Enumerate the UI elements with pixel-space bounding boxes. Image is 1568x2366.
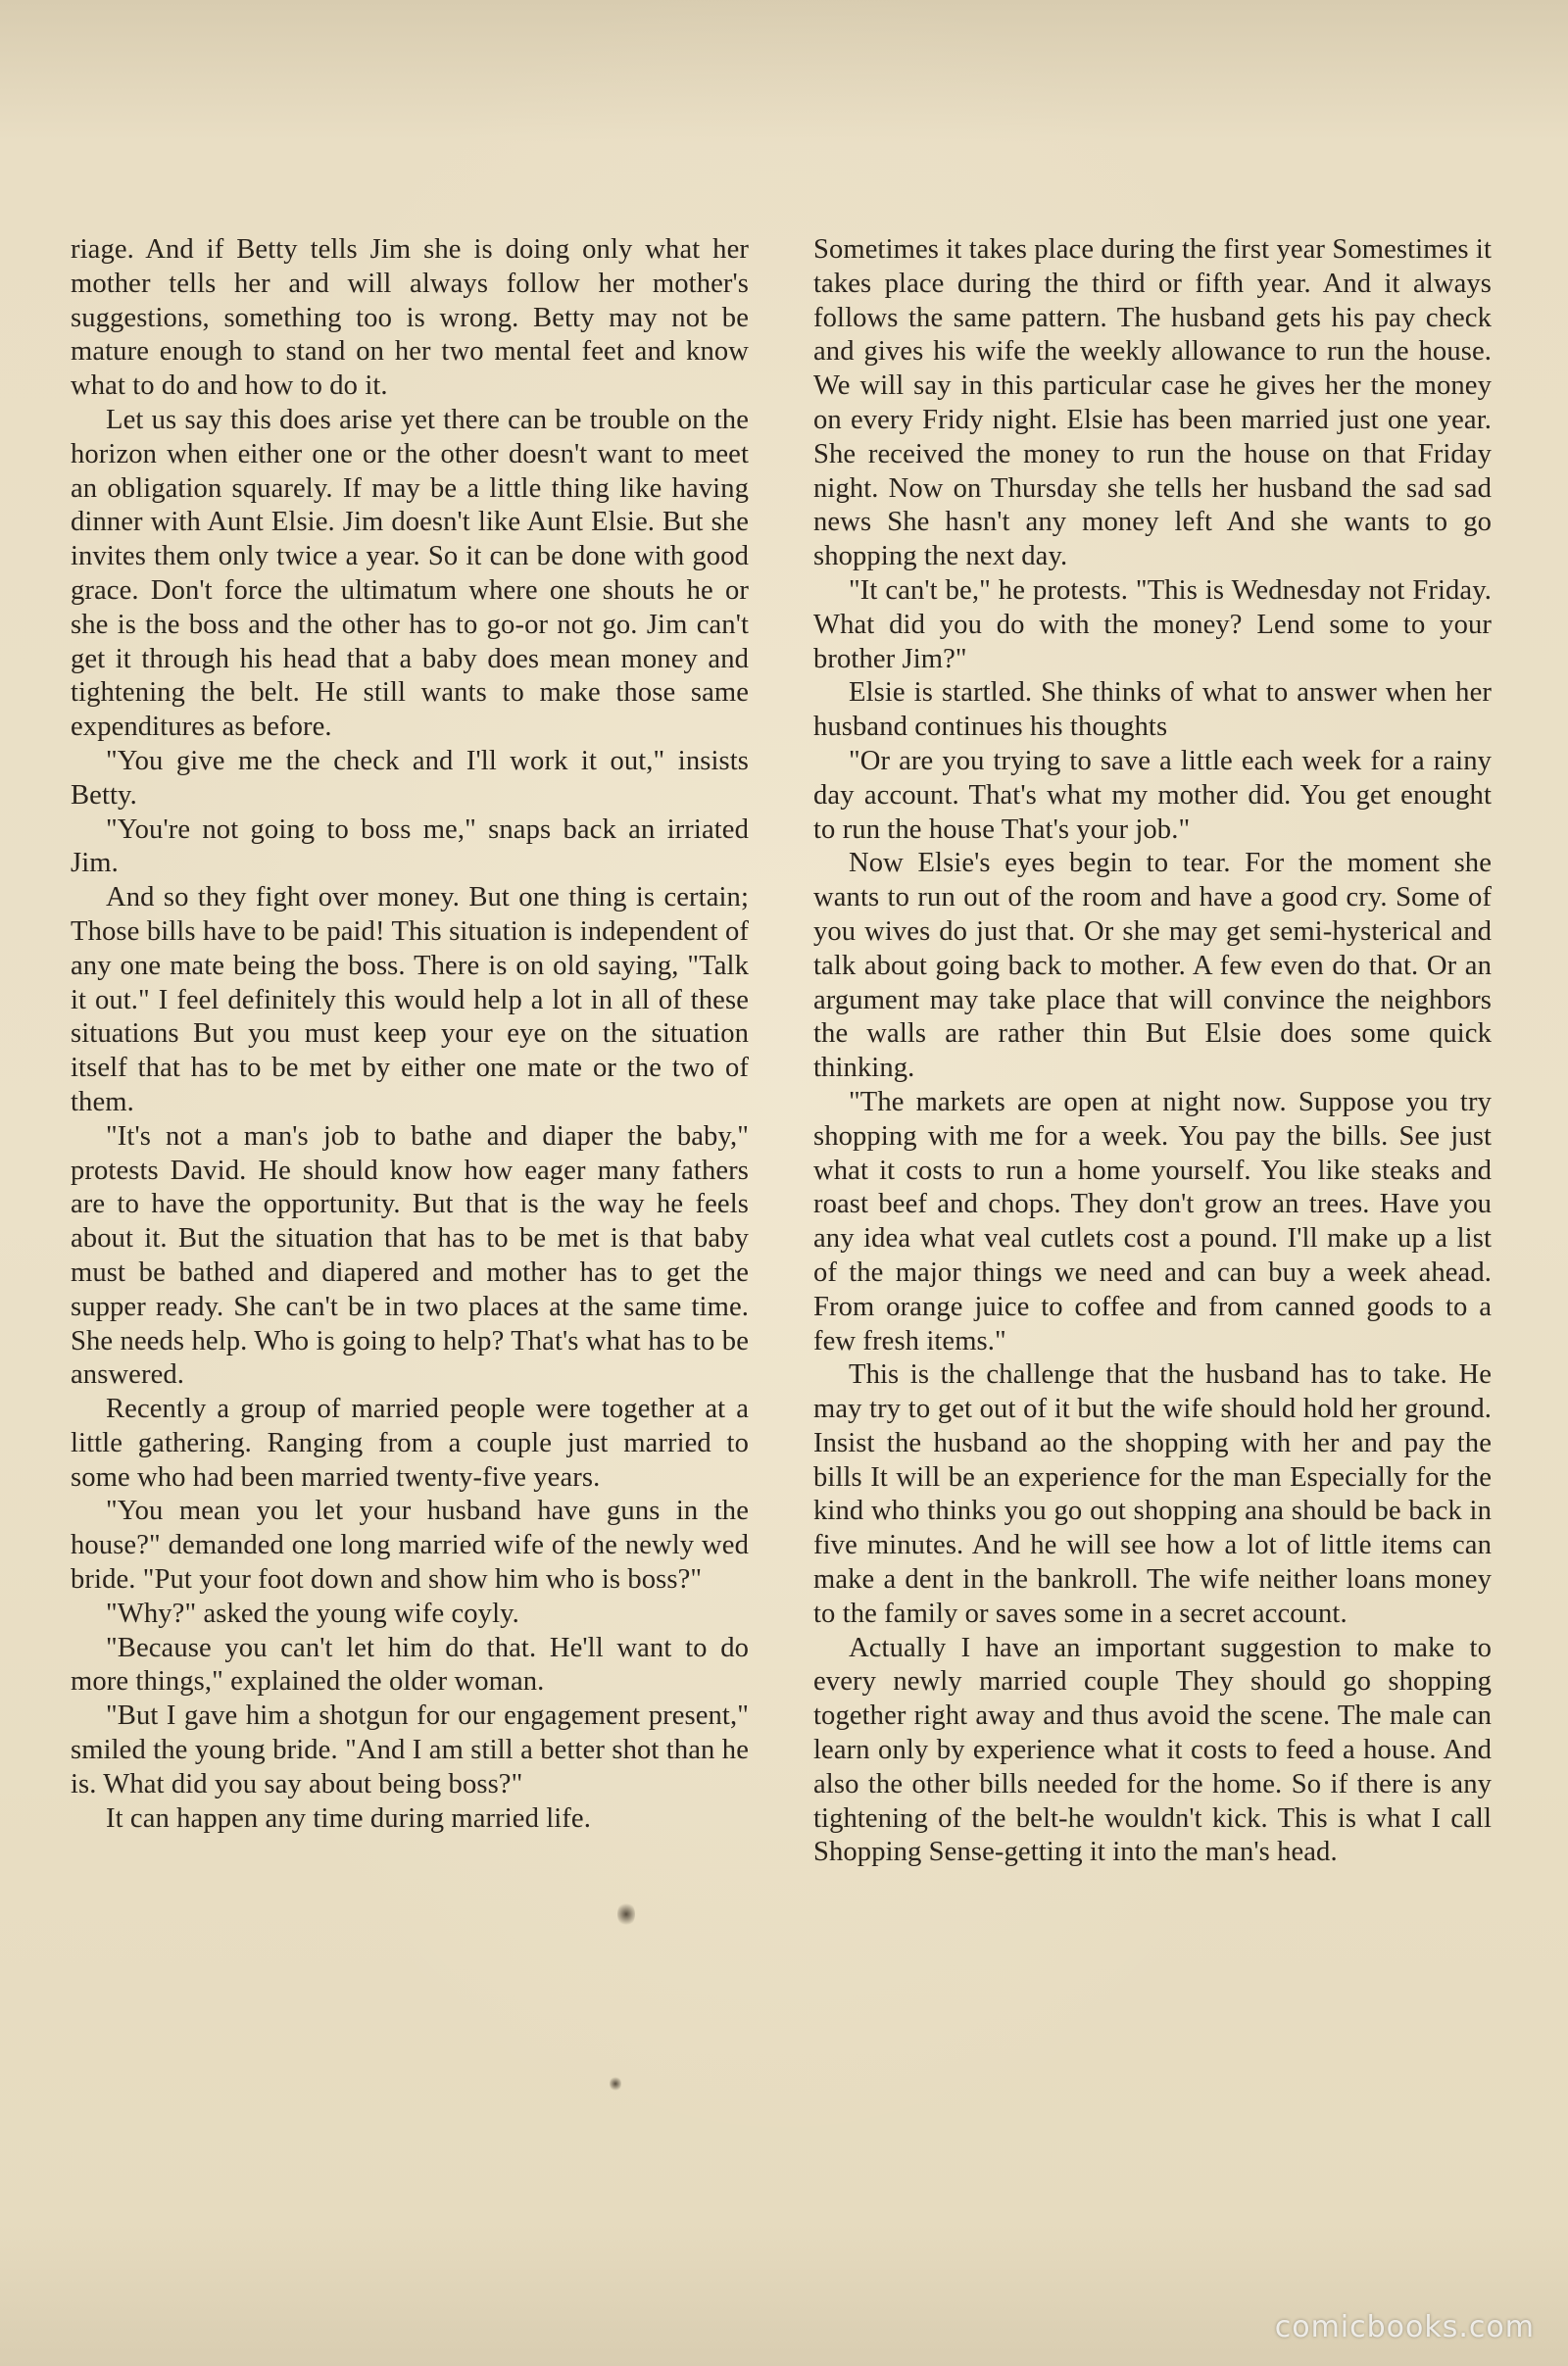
paragraph: Now Elsie's eyes begin to tear. For the moment she wants to run out of the room and have a good cry. Some of you wives do just that. Or she may get semi-hysterical and talk about going back to mother. A few even do that. Or an argument may take place that will convince the neighbors the walls are rather thin But Elsie does some quick thinking. [813,848,1492,1084]
watermark: comicbooks.com [1274,2310,1535,2344]
paragraph: "It's not a man's job to bathe and diaper the baby," protests David. He should know how eager many fathers are to have the opportunity. But that is the way he feels about it. But the situation that has to be met is that baby must be bathed and diapered and mother has to get the supper ready. She can't be in two places at the same time. She needs help. Who is going to help? That's what has to be answered. [71,1120,749,1391]
paragraph: Sometimes it takes place during the first year Somestimes it takes place during the third or fifth year. And it always follows the same pattern. The husband gets his pay check and gives his wife the weekly allowance to run the house. We will say in this particular case he gives her the money on every Fridy night. Elsie has been married just one year. She received the money to run the house on that Friday night. Now on Thursday she tells her husband the sad sad news She hasn't any money left And she wants to go shopping the next day. [813,234,1492,572]
ink-smudge [610,2076,621,2092]
paragraph: "Or are you trying to save a little each week for a rainy day account. That's what my mother did. You get enought to run the house That's your job." [813,745,1492,845]
paragraph: "The markets are open at night now. Suppose you try shopping with me for a week. You pay the bills. See just what it costs to run a home yourself. You like steaks and roast beef and chops. They don't grow an trees. Have you any idea what veal cutlets cost a pound. I'll make up a list of the major things we need and can buy a week ahead. From orange juice to coffee and from canned goods to a few fresh items." [813,1086,1492,1356]
paragraph: Elsie is startled. She thinks of what to answer when her husband continues his thoughts [813,677,1492,743]
paragraph: "You mean you let your husband have guns in the house?" demanded one long married wife of the newly wed bride. "Put your foot down and show him who is boss?" [71,1496,749,1596]
paragraph: Let us say this does arise yet there can be trouble on the horizon when either one or the other doesn't want to meet an obligation squarely. If may be a little thing like having dinner with Aunt Elsie. Jim doesn't like Aunt Elsie. But she invites them only twice a year. So it can be done with good grace. Don't force the ultimatum where one shouts he or she is the boss and the other has to go-or not go. Jim can't get it through his head that a baby does mean money and tightening the belt. He still wants to make those same expenditures as before. [71,404,749,743]
paragraph: "But I gave him a shotgun for our engagement present," smiled the young bride. "And I am still a better shot than he is. What did you say about being boss?" [71,1701,749,1799]
paragraph: "You give me the check and I'll work it out," insists Betty. [71,745,749,811]
paragraph: "Because you can't let him do that. He'll want to do more things," explained the older woman. [71,1632,749,1698]
paragraph: Recently a group of married people were together at a little gathering. Ranging from a couple just married to some who had been married twenty-five years. [71,1394,749,1493]
right-text-column [813,233,1492,1870]
paragraph: It can happen any time during married life. [106,1802,591,1834]
paragraph: "It can't be," he protests. "This is Wednesday not Friday. What did you do with the money? Lend some to your brother Jim?" [813,574,1492,674]
paragraph: "You're not going to boss me," snaps back an irriated Jim. [71,813,749,879]
paragraph: riage. And if Betty tells Jim she is doing only what her mother tells her and will always follow her mother's suggestions, something too is wrong. Betty may not be mature enough to stand on her two mental feet and know what to do and how to do it. [71,234,749,402]
paragraph: And so they fight over money. But one thing is certain; Those bills have to be paid! This situation is independent of any one mate being the boss. There is on old saying, "Talk it out." I feel definitely this would help a lot in all of these situations But you must keep your eye on the situation itself that has to be met by either one mate or the two of them. [71,882,749,1117]
paragraph: This is the challenge that the husband has to take. He may try to get out of it but the wife should hold her ground. Insist the husband ao the shopping with her and pay the bills It will be an experience for the man Especially for the kind who thinks you go out shopping ana should be back in five minutes. And he will see how a lot of little items can make a dent in the bankroll. The wife neither loans money to the family or saves some in a secret account. [813,1359,1492,1629]
paragraph: Actually I have an important suggestion to make to every newly married couple They should go shopping together right away and thus avoid the scene. The male can learn only by experience what it costs to feed a house. And also the other bills needed for the home. So if there is any tightening of the belt-he wouldn't kick. This is what I call Shopping Sense-getting it into the man's head. [813,1632,1492,1868]
paragraph: "Why?" asked the young wife coyly. [106,1598,519,1629]
ink-smudge [617,1901,635,1927]
left-text-column [71,233,749,1836]
